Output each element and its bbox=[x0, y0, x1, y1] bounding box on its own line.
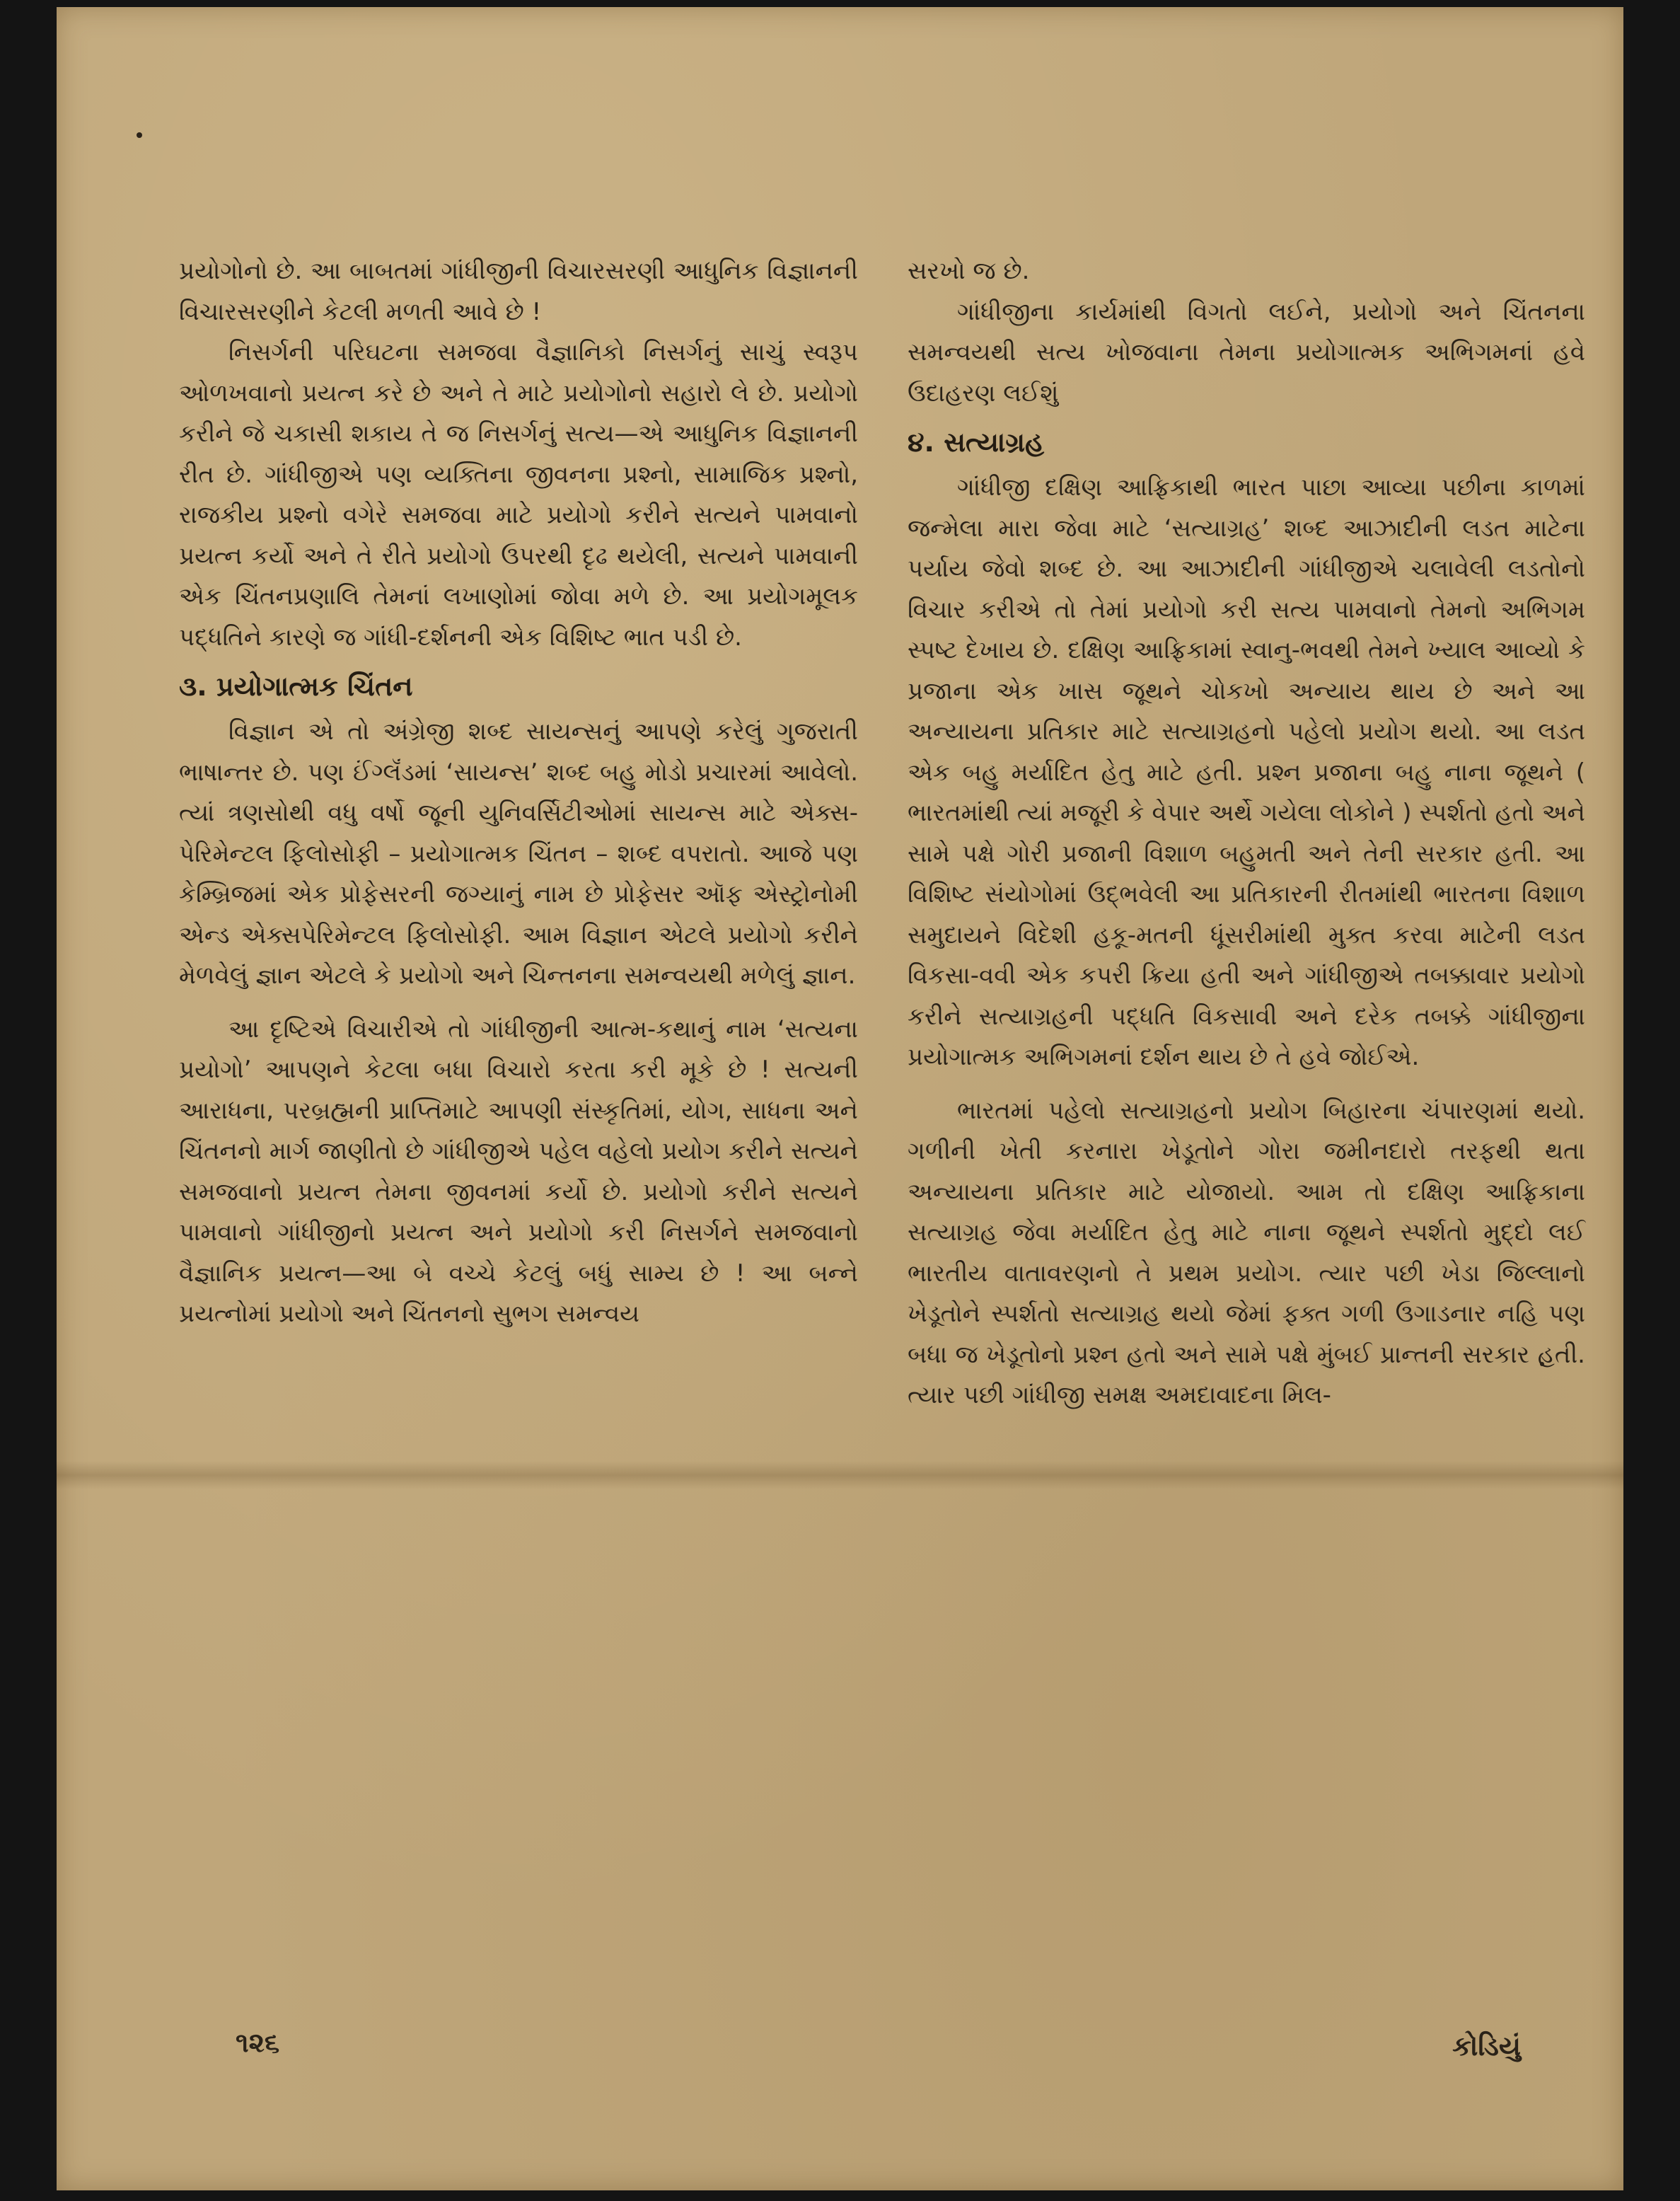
right-paragraph-1: સરખો જ છે. bbox=[908, 257, 1030, 285]
right-paragraph-3: ગાંધીજી દક્ષિણ આફ્રિકાથી ભારત પાછા આવ્યા પછીના કાળમાં જન્મેલા મારા જેવા માટે ‘સત્યાગ્રહ’ શબ્દ આઝાદીની લડત માટેના પર્યાય જેવો શબ્દ છે. આ આઝાદીની ગાંધીજીએ ચલાવેલી લડતોનો વિચાર કરીએ તો તેમાં પ્રયોગો કરી સત્ય પામવાનો તેમનો અભિગમ સ્પષ્ટ દેખાય છે. દક્ષિણ આફ્રિકામાં સ્વાનુ-ભવથી તેમને ખ્યાલ આવ્યો કે પ્રજાના એક ખાસ જૂથને ચોકખો અન્યાય થાય છે અને આ અન્યાયના પ્રતિકાર માટે સત્યાગ્રહનો પહેલો પ્રયોગ થયો. આ લડત એક બહુ મર્યાદિત હેતુ માટે હતી. પ્રશ્ન પ્રજાના બહુ નાના જૂથને ( ભારતમાંથી ત્યાં મજૂરી કે વેપાર અર્થે ગયેલા લોકોને ) સ્પર્શતો હતો અને સામે પક્ષે ગોરી પ્રજાની વિશાળ બહુમતી અને તેની સરકાર હતી. આ વિશિષ્ટ સંયોગોમાં ઉદ્‌ભવેલી આ પ્રતિકારની રીતમાંથી ભારતના વિશાળ સમુદાયને વિદેશી હકૂ-મતની ધૂંસરીમાંથી મુક્ત કરવા માટેની લડત વિકસા-વવી એક કપરી ક્રિયા હતી અને ગાંધીજીએ તબક્કાવાર પ્રયોગો કરીને સત્યાગ્રહની પદ્ધતિ વિકસાવી અને દરેક તબક્કે ગાંધીજીના પ્રયોગાત્મક અભિગમનાં દર્શન થાય છે તે હવે જોઈએ. bbox=[908, 473, 1585, 1071]
left-paragraph-3: વિજ્ઞાન એ તો અંગ્રેજી શબ્દ સાયન્સનું આપણે કરેલું ગુજરાતી ભાષાન્તર છે. પણ ઈંગ્લૅંડમાં ‘સાયન્સ’ શબ્દ બહુ મોડો પ્રચારમાં આવેલો. ત્યાં ત્રણસોથી વધુ વર્ષો જૂની યુનિવર્સિટીઓમાં સાયન્સ માટે એક્સ-પેરિમેન્ટલ ફિલોસોફી – પ્રયોગાત્મક ચિંતન – શબ્દ વપરાતો. આજે પણ કેમ્બ્રિજમાં એક પ્રોફેસરની જગ્યાનું નામ છે પ્રોફેસર ઑફ એસ્ટ્રોનોમી એન્ડ એક્સપેરિમેન્ટલ ફિલોસોફી. આમ વિજ્ઞાન એટલે પ્રયોગો કરીને મેળવેલું જ્ઞાન એટલે કે પ્રયોગો અને ચિન્તનના સમન્વયથી મળેલું જ્ઞાન. bbox=[179, 717, 858, 990]
section-heading-3: ૩. પ્રયોગાત્મક ચિંતન bbox=[179, 671, 413, 702]
section-heading-4: ૪. સત્યાગ્રહ bbox=[908, 427, 1045, 458]
page-number: ૧૨૬ bbox=[236, 2027, 280, 2058]
left-paragraph-2: નિસર્ગની પરિઘટના સમજવા વૈજ્ઞાનિકો નિસર્ગનું સાચું સ્વરૂપ ઓળખવાનો પ્રયત્ન કરે છે અને તે માટે પ્રયોગોનો સહારો લે છે. પ્રયોગો કરીને જે ચકાસી શકાય તે જ નિસર્ગનું સત્ય—એ આધુનિક વિજ્ઞાનની રીત છે. ગાંધીજીએ પણ વ્યક્તિના જીવનના પ્રશ્નો, સામાજિક પ્રશ્નો, રાજકીય પ્રશ્નો વગેરે સમજવા માટે પ્રયોગો કરીને સત્યને પામવાનો પ્રયત્ન કર્યો અને તે રીતે પ્રયોગો ઉપરથી દૃઢ થયેલી, સત્યને પામવાની એક ચિંતનપ્રણાલિ તેમનાં લખાણોમાં જોવા મળે છે. આ પ્રયોગમૂલક પદ્ધતિને કારણે જ ગાંધી-દર્શનની એક વિશિષ્ટ ભાત પડી છે. bbox=[179, 338, 858, 652]
paper-speck bbox=[137, 132, 142, 138]
journal-name: કોડિયું bbox=[1452, 2030, 1521, 2062]
right-column bbox=[908, 251, 1585, 1416]
left-paragraph-4: આ દૃષ્ટિએ વિચારીએ તો ગાંધીજીની આત્મ-કથાનું નામ ‘સત્યના પ્રયોગો’ આપણને કેટલા બધા વિચારો કરતા કરી મૂકે છે ! સત્યની આરાધના, પરબ્રહ્મની પ્રાપ્તિમાટે આપણી સંસ્કૃતિમાં, યોગ, સાધના અને ચિંતનનો માર્ગ જાણીતો છે ગાંધીજીએ પહેલ વહેલો પ્રયોગ કરીને સત્યને સમજવાનો પ્રયત્ન તેમના જીવનમાં કર્યો છે. પ્રયોગો કરીને સત્યને પામવાનો ગાંધીજીનો પ્રયત્ન અને પ્રયોગો કરી નિસર્ગને સમજવાનો વૈજ્ઞાનિક પ્રયત્ન—આ બે વચ્ચે કેટલું બધું સામ્ય છે ! આ બન્ને પ્રયત્નોમાં પ્રયોગો અને ચિંતનનો સુભગ સમન્વય bbox=[179, 1015, 858, 1328]
right-paragraph-4: ભારતમાં પહેલો સત્યાગ્રહનો પ્રયોગ બિહારના ચંપારણમાં થયો. ગળીની ખેતી કરનારા ખેડૂતોને ગોરા જમીનદારો તરફથી થતા અન્યાયના પ્રતિકાર માટે યોજાયો. આમ તો દક્ષિણ આફ્રિકાના સત્યાગ્રહ જેવા મર્યાદિત હેતુ માટે નાના જૂથને સ્પર્શતો મુદ્દો લઈ ભારતીય વાતાવરણનો તે પ્રથમ પ્રયોગ. ત્યાર પછી ખેડા જિલ્લાનો ખેડૂતોને સ્પર્શતો સત્યાગ્રહ થયો જેમાં ફક્ત ગળી ઉગાડનાર નહિ પણ બધા જ ખેડૂતોનો પ્રશ્ન હતો અને સામે પક્ષે મુંબઈ પ્રાન્તની સરકાર હતી. ત્યાર પછી ગાંધીજી સમક્ષ અમદાવાદના મિલ- bbox=[908, 1096, 1585, 1409]
paper-fold-crease bbox=[57, 1461, 1623, 1489]
left-column bbox=[179, 251, 858, 1335]
right-paragraph-2: ગાંધીજીના કાર્યમાંથી વિગતો લઈને, પ્રયોગો અને ચિંતનના સમન્વયથી સત્ય ખોજવાના તેમના પ્રયોગાત્મક અભિગમનાં હવે ઉદાહરણ લઈશું bbox=[908, 297, 1585, 408]
left-paragraph-1: પ્રયોગોનો છે. આ બાબતમાં ગાંધીજીની વિચારસરણી આધુનિક વિજ્ઞાનની વિચારસરણીને કેટલી મળતી આવે છે ! bbox=[179, 257, 858, 326]
